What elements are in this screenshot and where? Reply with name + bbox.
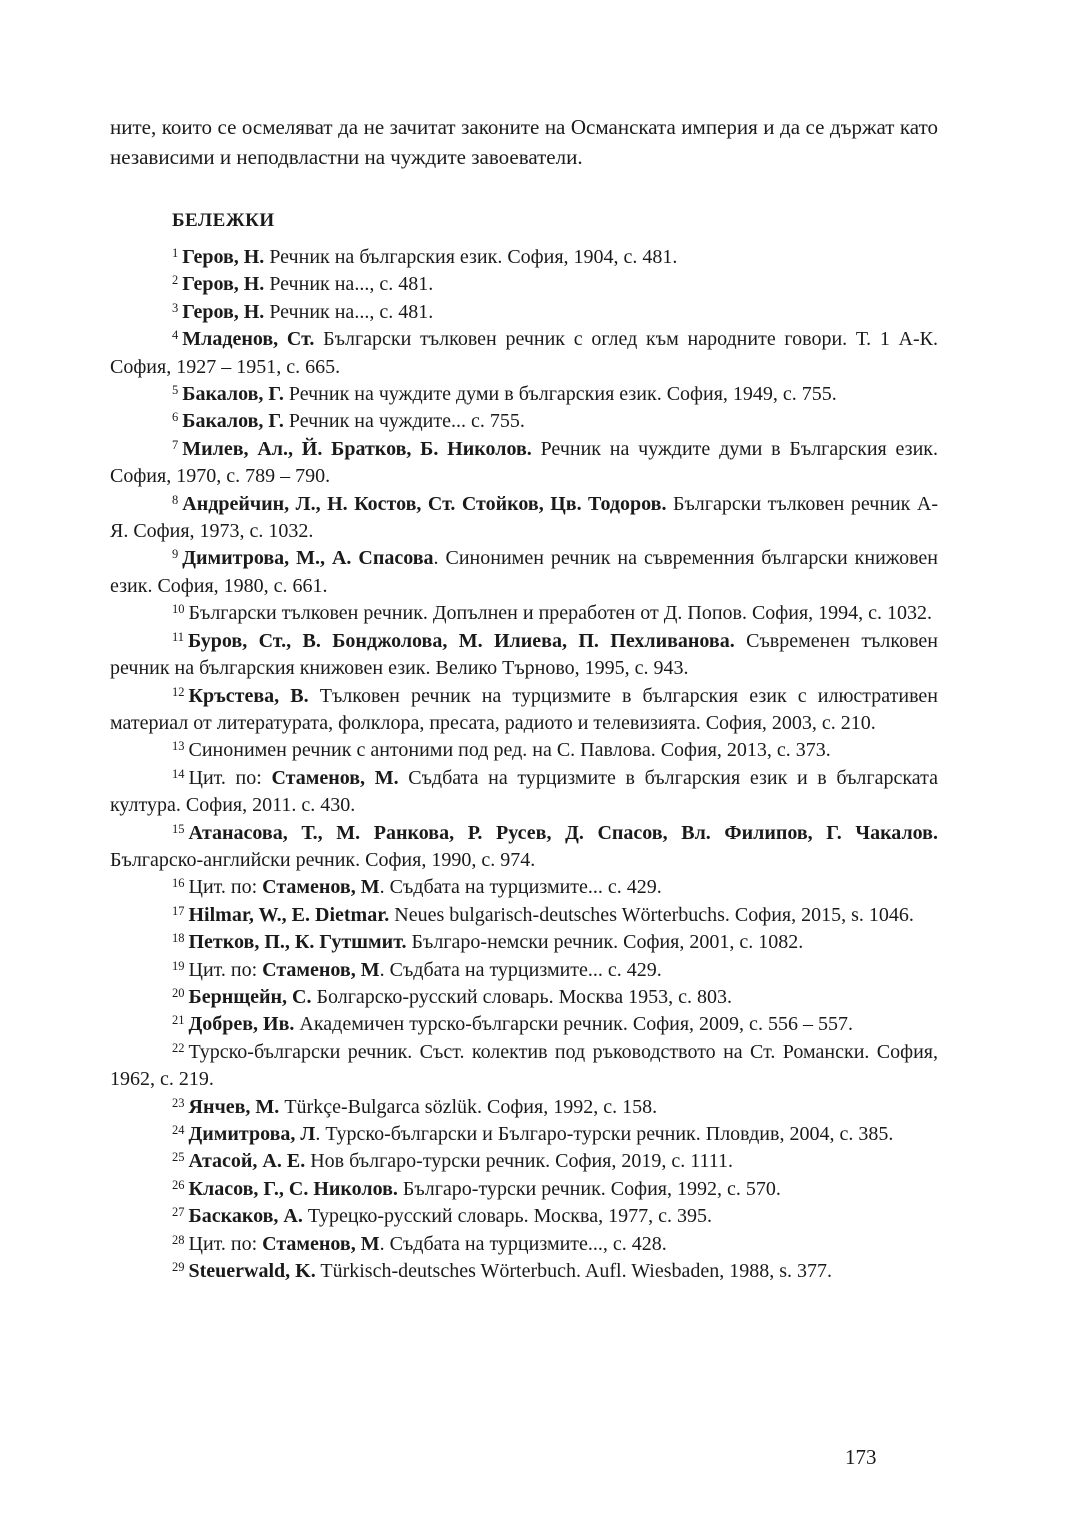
footnote-number: 16 <box>172 876 185 891</box>
footnote-4 <box>110 326 938 381</box>
footnote-number: 20 <box>172 985 185 1000</box>
footnote-authors: Димитрова, Л <box>188 1123 316 1145</box>
footnote-number: 29 <box>172 1260 185 1275</box>
footnote-17 <box>110 902 938 929</box>
footnote-authors: Петков, П., К. Гутшмит. <box>188 931 407 954</box>
footnote-number: 5 <box>172 383 179 398</box>
footnote-authors: Стаменов, М <box>262 958 380 981</box>
footnote-text: . Съдбата на турцизмите... с. 429. <box>379 876 662 899</box>
footnote-authors: Steuerwald, K. <box>188 1260 316 1283</box>
footnote-authors: Буров, Ст., В. Бонджолова, М. Илиева, П. Пехливанова. <box>188 629 735 652</box>
footnote-number: 26 <box>172 1177 185 1192</box>
footnote-authors: Бакалов, Г. <box>182 410 284 433</box>
footnote-text: Нов българо-турски речник. София, 2019, с. 1111. <box>305 1150 734 1173</box>
footnote-authors: Стаменов, М. <box>271 766 399 789</box>
footnote-authors: Андрейчин, Л., Н. Костов, Ст. Стойков, Цв. Тодоров. <box>182 492 667 515</box>
footnote-20 <box>110 984 938 1011</box>
footnote-text: Речник на чуждите думи в Българския език. София, 1970, с. 789 – 790. <box>110 437 938 488</box>
footnote-text: Речник на..., с. 481. <box>264 273 434 296</box>
footnote-9 <box>110 545 938 600</box>
footnote-number: 23 <box>172 1095 185 1110</box>
footnote-text: Синонимен речник с антоними под ред. на С. Павлова. София, 2013, с. 373. <box>188 739 831 762</box>
footnote-text: Türkisch-deutsches Wörterbuch. Aufl. Wiesbaden, 1988, s. 377. <box>315 1260 833 1283</box>
footnote-authors: Атасой, А. Е. <box>188 1150 306 1173</box>
footnote-text: Български тълковен речник А-Я. София, 1973, с. 1032. <box>110 492 938 543</box>
footnote-authors: Стаменов, М <box>262 1232 380 1255</box>
footnote-number: 11 <box>172 629 185 644</box>
footnote-number: 25 <box>172 1150 185 1165</box>
footnote-text: Българско-английски речник. София, 1990, с. 974. <box>110 848 536 871</box>
footnote-authors: Геров, Н. <box>182 273 265 296</box>
footnote-text: Речник на чуждите... с. 755. <box>283 410 525 433</box>
footnote-8 <box>110 491 938 546</box>
footnote-authors: Геров, Н. <box>182 246 265 268</box>
footnote-authors: Бакалов, Г. <box>182 383 284 406</box>
footnote-27 <box>110 1203 938 1230</box>
footnote-text: Съдбата на турцизмите в българския език и в българската култура. София, 2011. с. 430. <box>110 766 938 817</box>
footnote-prefix: Цит. по: <box>188 958 263 981</box>
footnote-number: 18 <box>172 931 185 946</box>
footnote-18 <box>110 929 938 956</box>
footnote-text: Съвременен тълковен речник на българския книжовен език. Велико Търново, 1995, с. 943. <box>110 629 938 680</box>
footnote-text: . Съдбата на турцизмите... с. 429. <box>379 958 662 981</box>
footnote-number: 15 <box>172 821 185 836</box>
footnote-text: . Синонимен речник на съвременния български книжовен език. София, 1980, с. 661. <box>110 547 938 597</box>
footnote-5 <box>110 381 938 408</box>
footnote-21 <box>110 1011 938 1038</box>
footnote-text: Академичен турско-български речник. София, 2009, с. 556 – 557. <box>294 1013 853 1036</box>
footnote-number: 14 <box>172 766 185 781</box>
footnote-text: Neues bulgarisch-deutsches Wörterbuchs. София, 2015, s. 1046. <box>389 903 914 926</box>
footnote-29 <box>110 1258 938 1285</box>
footnote-23 <box>110 1094 938 1121</box>
footnote-authors: Добрев, Ив. <box>188 1013 295 1036</box>
footnote-text: Български тълковен речник с оглед към народните говори. Т. 1 А-К. София, 1927 – 1951, с. 665. <box>110 328 938 378</box>
page-number: 173 <box>845 1445 877 1469</box>
footnote-number: 1 <box>172 246 179 260</box>
footnote-number: 27 <box>172 1205 185 1220</box>
footnote-number: 2 <box>172 273 179 288</box>
footnote-number: 8 <box>172 492 179 507</box>
footnote-2 <box>110 271 938 298</box>
footnote-24 <box>110 1121 938 1148</box>
footnote-authors: Кръстева, В. <box>188 684 309 707</box>
footnote-text: Речник на българския език. София, 1904, с. 481. <box>264 246 678 268</box>
footnote-authors: Класов, Г., С. Николов. <box>188 1177 398 1200</box>
footnote-19 <box>110 957 938 984</box>
footnote-authors: Hilmar, W., E. Dietmar. <box>188 903 390 926</box>
footnote-22 <box>110 1039 938 1094</box>
footnote-number: 6 <box>172 410 179 425</box>
footnote-authors: Янчев, М. <box>188 1095 280 1118</box>
footnote-authors: Геров, Н. <box>182 300 265 323</box>
footnote-number: 9 <box>172 547 179 562</box>
footnote-number: 22 <box>172 1040 185 1055</box>
footnote-26 <box>110 1176 938 1203</box>
footnote-7 <box>110 436 938 491</box>
footnote-prefix: Цит. по: <box>188 876 263 899</box>
footnote-25 <box>110 1148 938 1175</box>
footnote-authors: Младенов, Ст. <box>182 328 315 351</box>
footnote-authors: Стаменов, М <box>262 876 380 899</box>
footnote-text: Речник на чуждите думи в българския език. София, 1949, с. 755. <box>283 383 837 406</box>
footnote-text: Българо-турски речник. София, 1992, с. 570. <box>397 1177 781 1200</box>
page-content <box>110 112 938 1285</box>
footnote-number: 13 <box>172 739 185 754</box>
footnote-28 <box>110 1231 938 1258</box>
footnote-authors: Бернщейн, С. <box>188 985 312 1008</box>
footnote-text: Българо-немски речник. София, 2001, с. 1082. <box>406 931 804 954</box>
footnote-text: Речник на..., с. 481. <box>264 300 434 323</box>
footnote-14 <box>110 765 938 820</box>
footnote-10 <box>110 600 938 627</box>
footnote-number: 12 <box>172 684 185 699</box>
footnote-3 <box>110 299 938 326</box>
footnote-number: 28 <box>172 1232 185 1247</box>
footnote-number: 3 <box>172 300 179 315</box>
footnote-13 <box>110 737 938 764</box>
footnote-number: 19 <box>172 958 185 973</box>
footnote-number: 21 <box>172 1013 185 1028</box>
footnote-authors: Баскаков, А. <box>188 1205 303 1228</box>
footnote-number: 4 <box>172 328 179 343</box>
footnote-text: Български тълковен речник. Допълнен и преработен от Д. Попов. София, 1994, с. 1032. <box>188 602 933 625</box>
footnote-11 <box>110 628 938 683</box>
footnote-12 <box>110 683 938 738</box>
footnote-15 <box>110 820 938 875</box>
footnote-text: Тълковен речник на турцизмите в българския език с илюстративен материал от литературата, фолклора, пресата, радиото и телевизията. София, 2003, с. 210. <box>110 684 938 734</box>
intro-paragraph: ните, които се осмеляват да не зачитат законите на Османската империя и да се държат като независими и неподвластни на чуждите завоеватели. <box>110 115 938 169</box>
notes-list <box>110 244 938 1285</box>
footnote-16 <box>110 874 938 901</box>
footnote-1 <box>110 244 938 271</box>
footnote-number: 17 <box>172 903 185 918</box>
footnote-number: 7 <box>172 437 179 452</box>
notes-heading: БЕЛЕЖКИ <box>172 210 275 231</box>
footnote-text: . Съдбата на турцизмите..., с. 428. <box>379 1232 667 1255</box>
footnote-authors: Димитрова, М., А. Спасова <box>182 547 434 570</box>
footnote-text: Турецко-русский словарь. Москва, 1977, с. 395. <box>302 1205 712 1228</box>
footnote-text: Болгарско-русский словарь. Москва 1953, с. 803. <box>311 985 732 1008</box>
footnote-text: Türkçe-Bulgarca sözlük. София, 1992, с. 158. <box>279 1095 658 1118</box>
footnote-prefix: Цит. по: <box>188 1232 263 1255</box>
footnote-number: 10 <box>172 602 185 617</box>
footnote-prefix: Цит. по: <box>188 766 272 789</box>
footnote-number: 24 <box>172 1123 185 1137</box>
footnote-authors: Милев, Ал., Й. Братков, Б. Николов. <box>182 437 532 460</box>
footnote-text: . Турско-български и Българо-турски речник. Пловдив, 2004, с. 385. <box>315 1123 894 1145</box>
footnote-authors: Атанасова, Т., М. Ранкова, Р. Русев, Д. Спасов, Вл. Филипов, Г. Чакалов. <box>188 821 938 844</box>
footnote-text: Турско-български речник. Съст. колектив под ръководството на Ст. Романски. София, 1962, с. 219. <box>110 1040 938 1091</box>
footnote-6 <box>110 408 938 435</box>
